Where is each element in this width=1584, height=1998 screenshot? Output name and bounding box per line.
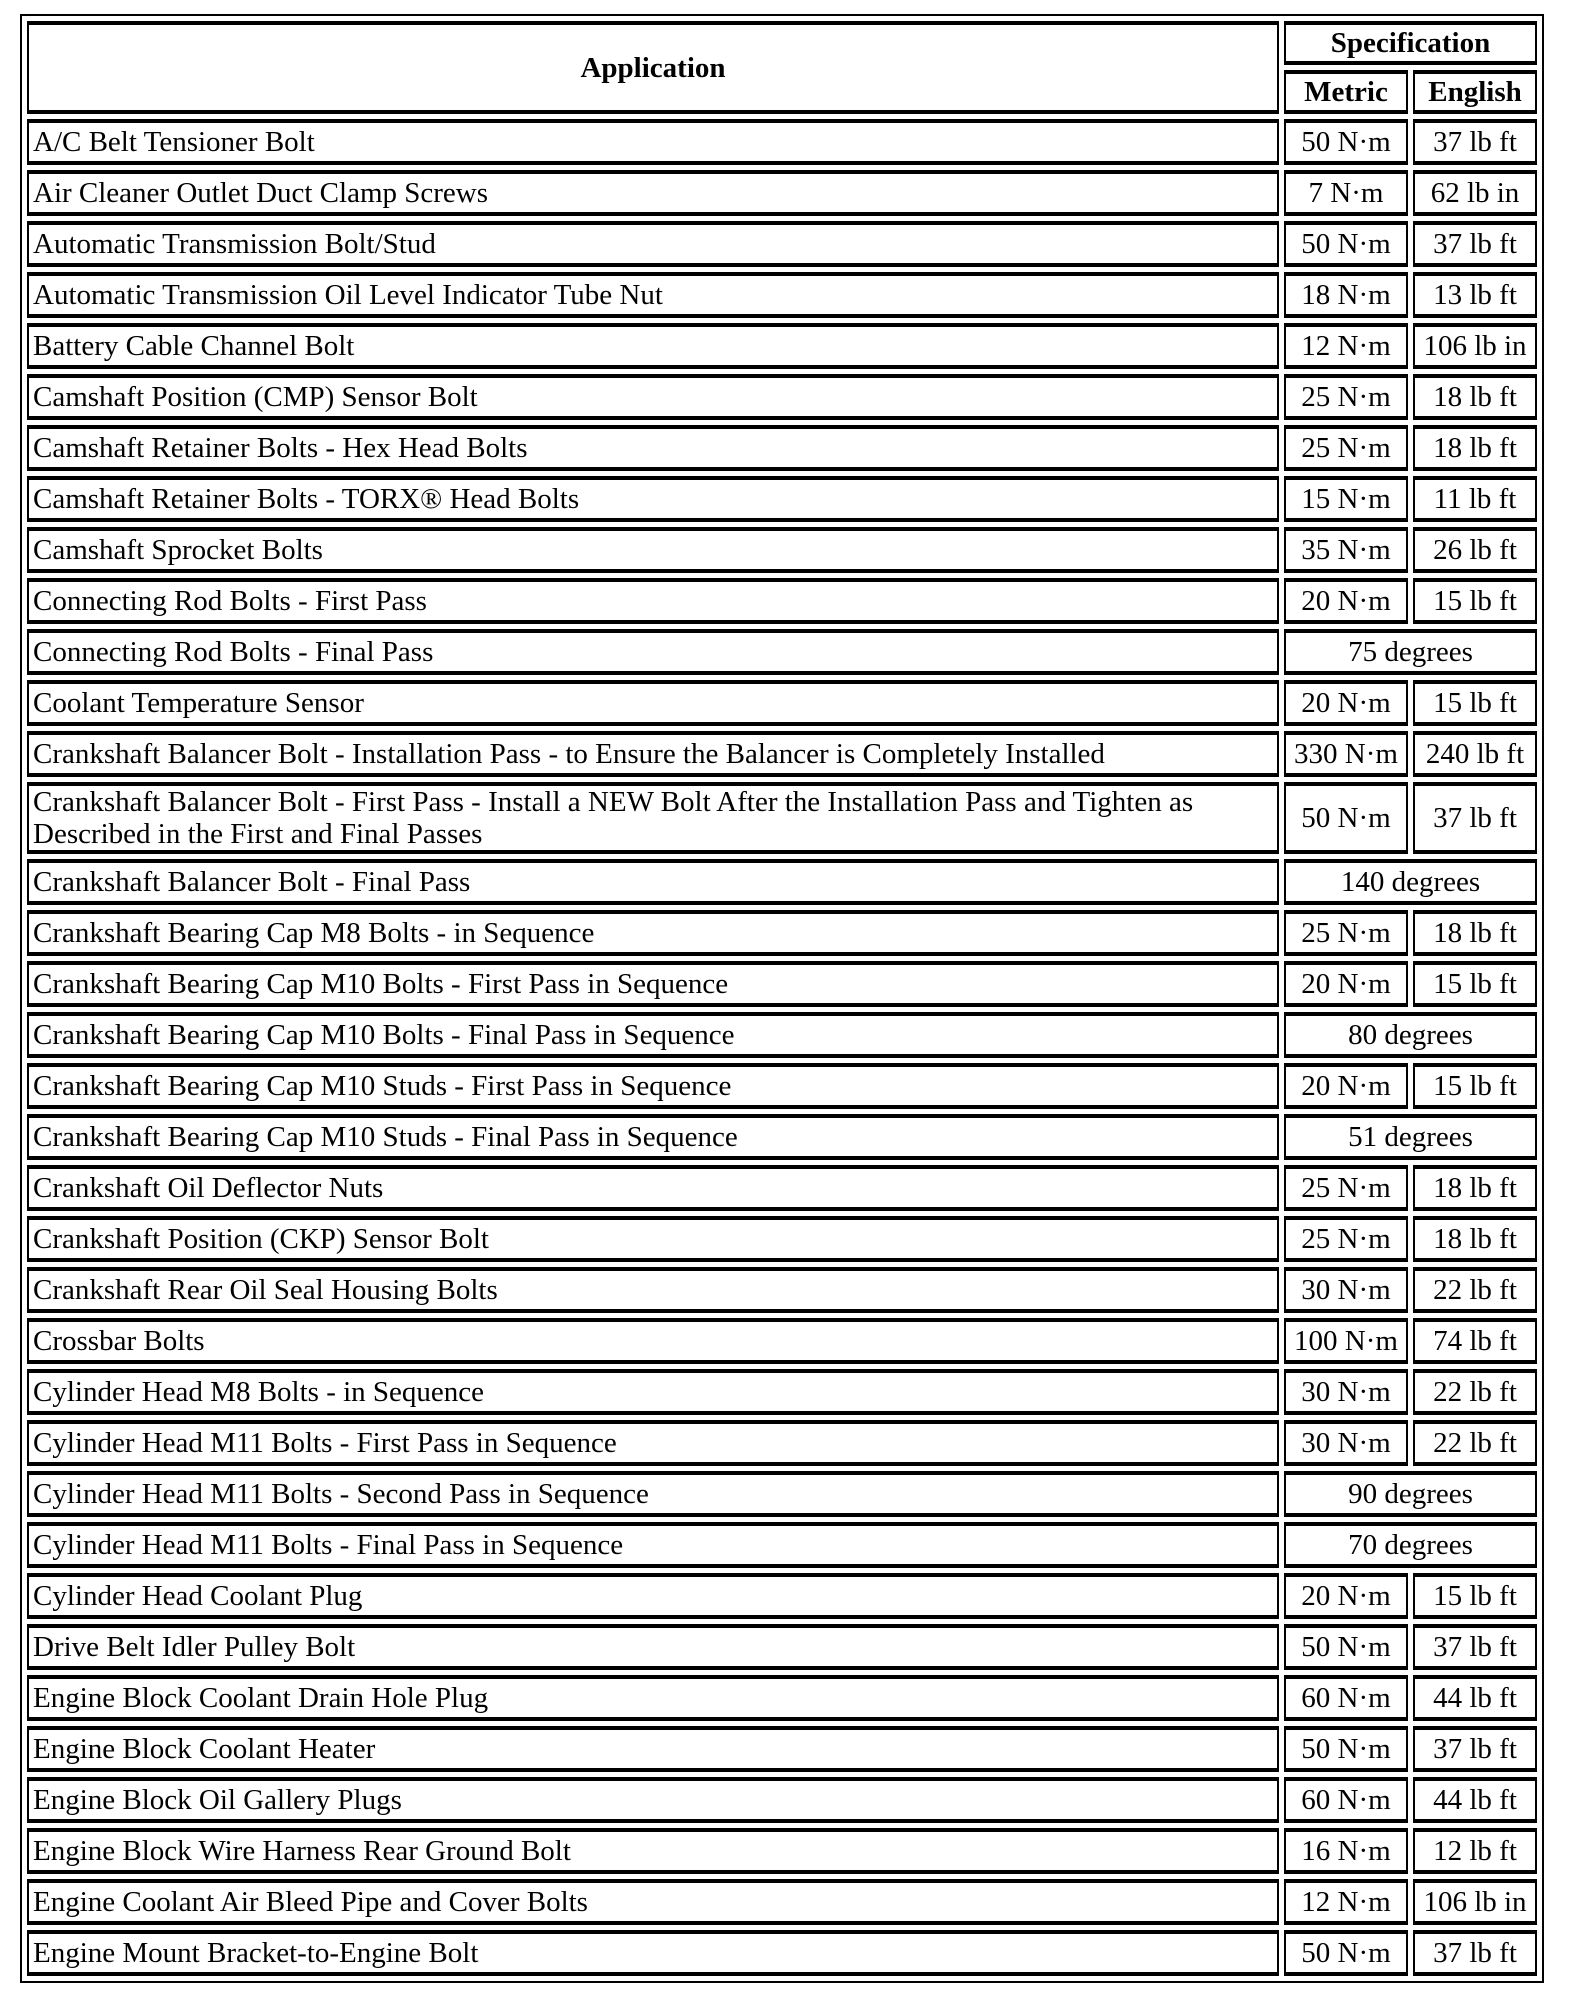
table-row (27, 323, 1537, 369)
table-row (27, 119, 1537, 165)
table-row (27, 425, 1537, 471)
metric-cell: 100 N·m (1284, 1318, 1408, 1364)
table-row (27, 961, 1537, 1007)
english-cell: 106 lb in (1413, 1879, 1537, 1925)
metric-cell: 20 N·m (1284, 961, 1408, 1007)
english-cell: 13 lb ft (1413, 272, 1537, 318)
table-row (27, 1828, 1537, 1874)
table-row (27, 1675, 1537, 1721)
english-cell: 26 lb ft (1413, 527, 1537, 573)
application-cell: Crankshaft Balancer Bolt - First Pass - Install a NEW Bolt After the Installation Pass and Tighten as Described in the First and Final Passes (27, 782, 1279, 854)
application-cell: Crankshaft Bearing Cap M10 Bolts - First Pass in Sequence (27, 961, 1279, 1007)
application-cell: A/C Belt Tensioner Bolt (27, 119, 1279, 165)
table-row (27, 1420, 1537, 1466)
specification-header: Specification (1284, 21, 1537, 65)
english-cell: 22 lb ft (1413, 1369, 1537, 1415)
angle-spec-cell: 75 degrees (1284, 629, 1537, 675)
english-cell: 15 lb ft (1413, 578, 1537, 624)
metric-header: Metric (1284, 70, 1408, 114)
metric-cell: 30 N·m (1284, 1369, 1408, 1415)
metric-cell: 20 N·m (1284, 1573, 1408, 1619)
table-row (27, 476, 1537, 522)
application-cell: Automatic Transmission Oil Level Indicator Tube Nut (27, 272, 1279, 318)
metric-cell: 50 N·m (1284, 119, 1408, 165)
application-cell: Camshaft Retainer Bolts - Hex Head Bolts (27, 425, 1279, 471)
metric-cell: 330 N·m (1284, 731, 1408, 777)
english-cell: 18 lb ft (1413, 425, 1537, 471)
application-cell: Cylinder Head M11 Bolts - First Pass in Sequence (27, 1420, 1279, 1466)
table-row (27, 221, 1537, 267)
english-cell: 106 lb in (1413, 323, 1537, 369)
english-cell: 62 lb in (1413, 170, 1537, 216)
english-cell: 74 lb ft (1413, 1318, 1537, 1364)
table-row (27, 1471, 1537, 1517)
application-cell: Coolant Temperature Sensor (27, 680, 1279, 726)
table-row (27, 1879, 1537, 1925)
application-cell: Engine Block Coolant Heater (27, 1726, 1279, 1772)
application-cell: Crankshaft Bearing Cap M10 Studs - Final Pass in Sequence (27, 1114, 1279, 1160)
application-cell: Crankshaft Oil Deflector Nuts (27, 1165, 1279, 1211)
metric-cell: 18 N·m (1284, 272, 1408, 318)
english-cell: 11 lb ft (1413, 476, 1537, 522)
table-row (27, 1216, 1537, 1262)
application-cell: Engine Block Oil Gallery Plugs (27, 1777, 1279, 1823)
metric-cell: 25 N·m (1284, 425, 1408, 471)
table-row (27, 1267, 1537, 1313)
english-header: English (1413, 70, 1537, 114)
application-cell: Engine Mount Bracket-to-Engine Bolt (27, 1930, 1279, 1976)
table-body (27, 119, 1537, 1976)
english-cell: 15 lb ft (1413, 680, 1537, 726)
application-cell: Crankshaft Balancer Bolt - Installation Pass - to Ensure the Balancer is Completely Installed (27, 731, 1279, 777)
english-cell: 37 lb ft (1413, 1726, 1537, 1772)
english-cell: 15 lb ft (1413, 961, 1537, 1007)
english-cell: 18 lb ft (1413, 1165, 1537, 1211)
metric-cell: 25 N·m (1284, 1165, 1408, 1211)
application-cell: Cylinder Head M8 Bolts - in Sequence (27, 1369, 1279, 1415)
table-row (27, 1573, 1537, 1619)
metric-cell: 60 N·m (1284, 1675, 1408, 1721)
table-row (27, 578, 1537, 624)
table-row (27, 1930, 1537, 1976)
table-row (27, 1777, 1537, 1823)
table-row (27, 1624, 1537, 1670)
english-cell: 37 lb ft (1413, 782, 1537, 854)
metric-cell: 16 N·m (1284, 1828, 1408, 1874)
application-cell: Crankshaft Balancer Bolt - Final Pass (27, 859, 1279, 905)
header-row (27, 21, 1537, 65)
english-cell: 37 lb ft (1413, 221, 1537, 267)
metric-cell: 15 N·m (1284, 476, 1408, 522)
application-cell: Crossbar Bolts (27, 1318, 1279, 1364)
metric-cell: 20 N·m (1284, 680, 1408, 726)
english-cell: 37 lb ft (1413, 1624, 1537, 1670)
application-cell: Connecting Rod Bolts - First Pass (27, 578, 1279, 624)
application-cell: Crankshaft Bearing Cap M8 Bolts - in Sequence (27, 910, 1279, 956)
table-row (27, 1369, 1537, 1415)
application-cell: Automatic Transmission Bolt/Stud (27, 221, 1279, 267)
table-row (27, 1114, 1537, 1160)
english-cell: 18 lb ft (1413, 910, 1537, 956)
metric-cell: 12 N·m (1284, 323, 1408, 369)
metric-cell: 25 N·m (1284, 1216, 1408, 1262)
english-cell: 15 lb ft (1413, 1063, 1537, 1109)
torque-spec-table (20, 14, 1544, 1983)
metric-cell: 50 N·m (1284, 1930, 1408, 1976)
application-cell: Crankshaft Bearing Cap M10 Studs - First Pass in Sequence (27, 1063, 1279, 1109)
table-row (27, 782, 1537, 854)
application-cell: Cylinder Head M11 Bolts - Second Pass in Sequence (27, 1471, 1279, 1517)
angle-spec-cell: 140 degrees (1284, 859, 1537, 905)
english-cell: 37 lb ft (1413, 119, 1537, 165)
metric-cell: 20 N·m (1284, 578, 1408, 624)
angle-spec-cell: 70 degrees (1284, 1522, 1537, 1568)
metric-cell: 7 N·m (1284, 170, 1408, 216)
table-row (27, 1012, 1537, 1058)
table-row (27, 859, 1537, 905)
english-cell: 22 lb ft (1413, 1420, 1537, 1466)
table-row (27, 527, 1537, 573)
metric-cell: 30 N·m (1284, 1267, 1408, 1313)
application-cell: Crankshaft Position (CKP) Sensor Bolt (27, 1216, 1279, 1262)
angle-spec-cell: 90 degrees (1284, 1471, 1537, 1517)
table-row (27, 680, 1537, 726)
angle-spec-cell: 51 degrees (1284, 1114, 1537, 1160)
metric-cell: 25 N·m (1284, 374, 1408, 420)
table-row (27, 1165, 1537, 1211)
metric-cell: 50 N·m (1284, 782, 1408, 854)
english-cell: 240 lb ft (1413, 731, 1537, 777)
english-cell: 44 lb ft (1413, 1675, 1537, 1721)
english-cell: 18 lb ft (1413, 374, 1537, 420)
metric-cell: 50 N·m (1284, 1726, 1408, 1772)
application-cell: Cylinder Head Coolant Plug (27, 1573, 1279, 1619)
table-row (27, 1726, 1537, 1772)
table-row (27, 629, 1537, 675)
application-cell: Engine Block Wire Harness Rear Ground Bolt (27, 1828, 1279, 1874)
application-cell: Battery Cable Channel Bolt (27, 323, 1279, 369)
table-row (27, 910, 1537, 956)
torque-spec-document (20, 14, 1544, 1983)
metric-cell: 50 N·m (1284, 221, 1408, 267)
metric-cell: 20 N·m (1284, 1063, 1408, 1109)
table-row (27, 272, 1537, 318)
application-cell: Camshaft Retainer Bolts - TORX® Head Bolts (27, 476, 1279, 522)
table-row (27, 1318, 1537, 1364)
application-cell: Cylinder Head M11 Bolts - Final Pass in Sequence (27, 1522, 1279, 1568)
application-cell: Engine Block Coolant Drain Hole Plug (27, 1675, 1279, 1721)
english-cell: 15 lb ft (1413, 1573, 1537, 1619)
table-row (27, 1063, 1537, 1109)
english-cell: 22 lb ft (1413, 1267, 1537, 1313)
application-cell: Camshaft Sprocket Bolts (27, 527, 1279, 573)
application-cell: Air Cleaner Outlet Duct Clamp Screws (27, 170, 1279, 216)
table-row (27, 374, 1537, 420)
angle-spec-cell: 80 degrees (1284, 1012, 1537, 1058)
english-cell: 12 lb ft (1413, 1828, 1537, 1874)
table-row (27, 731, 1537, 777)
metric-cell: 25 N·m (1284, 910, 1408, 956)
application-header: Application (27, 21, 1279, 114)
application-cell: Drive Belt Idler Pulley Bolt (27, 1624, 1279, 1670)
metric-cell: 50 N·m (1284, 1624, 1408, 1670)
application-cell: Connecting Rod Bolts - Final Pass (27, 629, 1279, 675)
metric-cell: 12 N·m (1284, 1879, 1408, 1925)
metric-cell: 35 N·m (1284, 527, 1408, 573)
application-cell: Engine Coolant Air Bleed Pipe and Cover Bolts (27, 1879, 1279, 1925)
english-cell: 37 lb ft (1413, 1930, 1537, 1976)
table-row (27, 1522, 1537, 1568)
metric-cell: 30 N·m (1284, 1420, 1408, 1466)
english-cell: 44 lb ft (1413, 1777, 1537, 1823)
application-cell: Camshaft Position (CMP) Sensor Bolt (27, 374, 1279, 420)
metric-cell: 60 N·m (1284, 1777, 1408, 1823)
english-cell: 18 lb ft (1413, 1216, 1537, 1262)
table-row (27, 170, 1537, 216)
application-cell: Crankshaft Bearing Cap M10 Bolts - Final Pass in Sequence (27, 1012, 1279, 1058)
application-cell: Crankshaft Rear Oil Seal Housing Bolts (27, 1267, 1279, 1313)
